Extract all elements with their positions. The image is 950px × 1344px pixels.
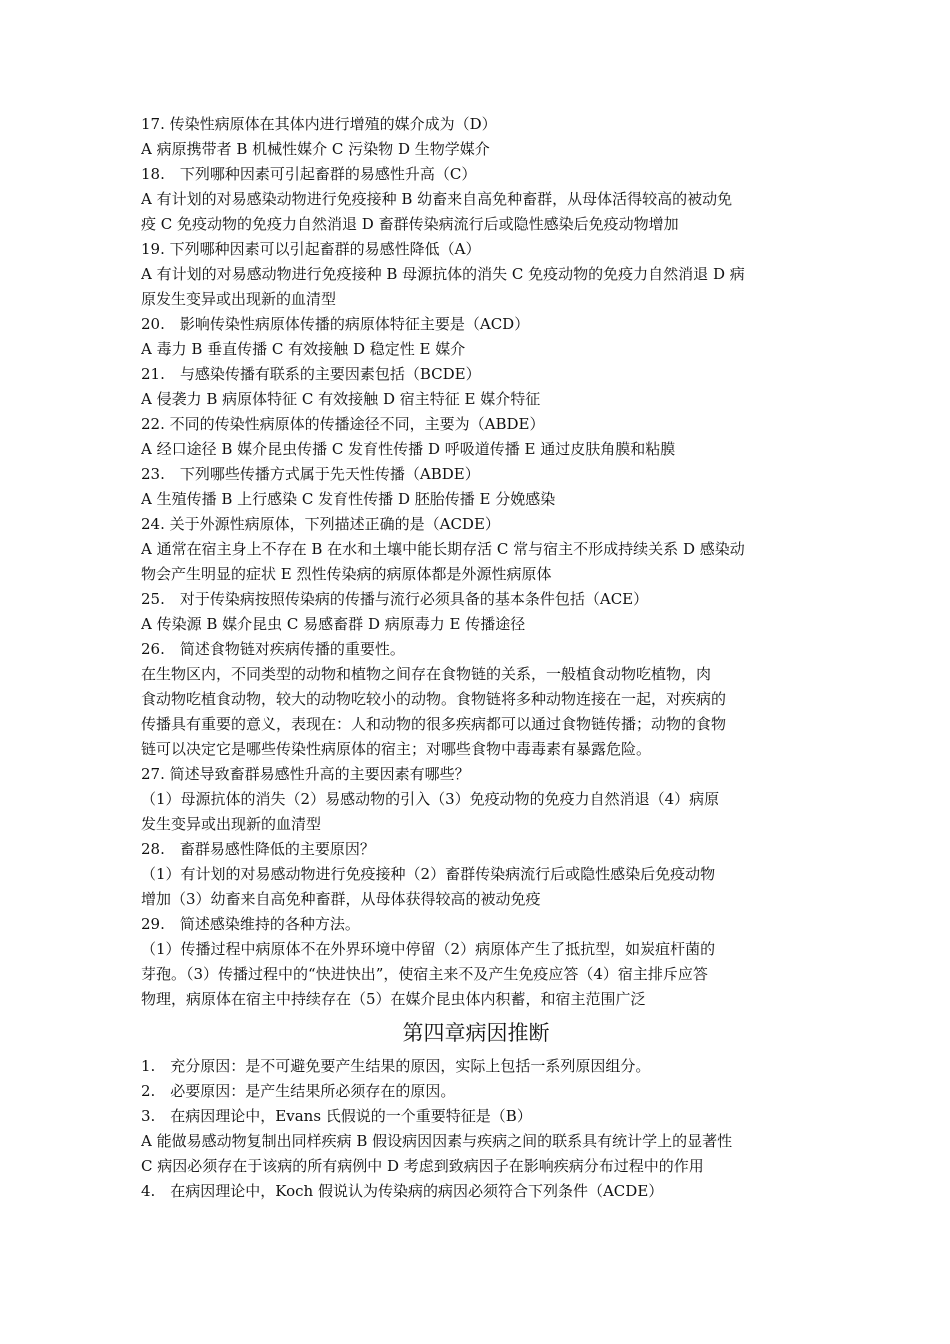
text-line: 传播具有重要的意义，表现在：人和动物的很多疾病都可以通过食物链传播；动物的食物 xyxy=(141,715,727,733)
text-line: （1）有计划的对易感动物进行免疫接种（2）畜群传染病流行后或隐性感染后免疫动物 xyxy=(141,865,716,883)
text-line: 2. 必要原因：是产生结果所必须存在的原因。 xyxy=(141,1082,456,1100)
text-line: A 通常在宿主身上不存在 B 在水和土壤中能长期存活 C 常与宿主不形成持续关系 D 感染动 xyxy=(141,540,745,558)
text-line: 24. 关于外源性病原体，下列描述正确的是（ACDE） xyxy=(141,515,500,533)
text-line: A 毒力 B 垂直传播 C 有效接触 D 稳定性 E 媒介 xyxy=(141,340,466,358)
text-line: 物会产生明显的症状 E 烈性传染病的病原体都是外源性病原体 xyxy=(141,565,552,583)
text-line: 18. 下列哪种因素可引起畜群的易感性升高（C） xyxy=(141,165,477,183)
text-line: A 传染源 B 媒介昆虫 C 易感畜群 D 病原毒力 E 传播途径 xyxy=(141,615,526,633)
text-line: A 有计划的对易感染动物进行免疫接种 B 幼畜来自高免种畜群，从母体活得较高的被动免 xyxy=(141,190,733,208)
text-line: 1. 充分原因：是不可避免要产生结果的原因，实际上包括一系列原因组分。 xyxy=(141,1057,651,1075)
text-line: 物理，病原体在宿主中持续存在（5）在媒介昆虫体内积蓄，和宿主范围广泛 xyxy=(141,990,646,1008)
text-line: 增加（3）幼畜来自高免种畜群，从母体获得较高的被动免疫 xyxy=(141,890,541,908)
text-line: 原发生变异或出现新的血清型 xyxy=(141,290,337,308)
text-line: 28. 畜群易感性降低的主要原因？ xyxy=(141,840,375,858)
chapter-title: 第四章病因推断 xyxy=(402,1021,550,1045)
text-line: A 生殖传播 B 上行感染 C 发育性传播 D 胚胎传播 E 分娩感染 xyxy=(141,490,556,508)
text-line: 3. 在病因理论中，Evans 氏假说的一个重要特征是（B） xyxy=(141,1107,532,1125)
text-line: 链可以决定它是哪些传染性病原体的宿主；对哪些食物中毒毒素有暴露危险。 xyxy=(141,740,652,758)
text-line: 27. 简述导致畜群易感性升高的主要因素有哪些？ xyxy=(141,765,470,783)
text-line: 食动物吃植食动物，较大的动物吃较小的动物。食物链将多种动物连接在一起，对疾病的 xyxy=(141,690,727,708)
text-line: A 能做易感动物复制出同样疾病 B 假设病因因素与疾病之间的联系具有统计学上的显著性 xyxy=(141,1132,733,1150)
text-line: A 侵袭力 B 病原体特征 C 有效接触 D 宿主特征 E 媒介特征 xyxy=(141,390,541,408)
text-line: 25. 对于传染病按照传染病的传播与流行必须具备的基本条件包括（ACE） xyxy=(141,590,649,608)
text-line: 26. 简述食物链对疾病传播的重要性。 xyxy=(141,640,405,658)
text-line: （1）母源抗体的消失（2）易感动物的引入（3）免疫动物的免疫力自然消退（4）病原 xyxy=(141,790,720,808)
text-line: 发生变异或出现新的血清型 xyxy=(141,815,322,833)
text-line: A 病原携带者 B 机械性媒介 C 污染物 D 生物学媒介 xyxy=(141,140,490,158)
text-line: （1）传播过程中病原体不在外界环境中停留（2）病原体产生了抵抗型，如炭疽杆菌的 xyxy=(141,940,716,958)
text-line: 29. 简述感染维持的各种方法。 xyxy=(141,915,360,933)
text-line: 23. 下列哪些传播方式属于先天性传播（ABDE） xyxy=(141,465,480,483)
text-line: 芽孢。（3）传播过程中的“快进快出”，使宿主来不及产生免疫应答（4）宿主排斥应答 xyxy=(141,965,708,983)
text-line: C 病因必须存在于该病的所有病例中 D 考虑到致病因子在影响疾病分布过程中的作用 xyxy=(141,1157,704,1175)
text-line: 21. 与感染传播有联系的主要因素包括（BCDE） xyxy=(141,365,481,383)
text-line: 17. 传染性病原体在其体内进行增殖的媒介成为（D） xyxy=(141,115,497,133)
text-line: 4. 在病因理论中，Koch 假说认为传染病的病因必须符合下列条件（ACDE） xyxy=(141,1182,664,1200)
text-line: 19. 下列哪种因素可以引起畜群的易感性降低（A） xyxy=(141,240,481,258)
document-body xyxy=(141,112,811,1204)
text-line: 20. 影响传染性病原体传播的病原体特征主要是（ACD） xyxy=(141,315,530,333)
text-line: 疫 C 免疫动物的免疫力自然消退 D 畜群传染病流行后或隐性感染后免疫动物增加 xyxy=(141,215,679,233)
text-line: A 经口途径 B 媒介昆虫传播 C 发育性传播 D 呼吸道传播 E 通过皮肤角膜和粘膜 xyxy=(141,440,676,458)
text-line: A 有计划的对易感动物进行免疫接种 B 母源抗体的消失 C 免疫动物的免疫力自然消退 D 病 xyxy=(141,265,745,283)
text-line: 在生物区内，不同类型的动物和植物之间存在食物链的关系，一般植食动物吃植物，肉 xyxy=(141,665,712,683)
text-line: 22. 不同的传染性病原体的传播途径不同，主要为（ABDE） xyxy=(141,415,545,433)
